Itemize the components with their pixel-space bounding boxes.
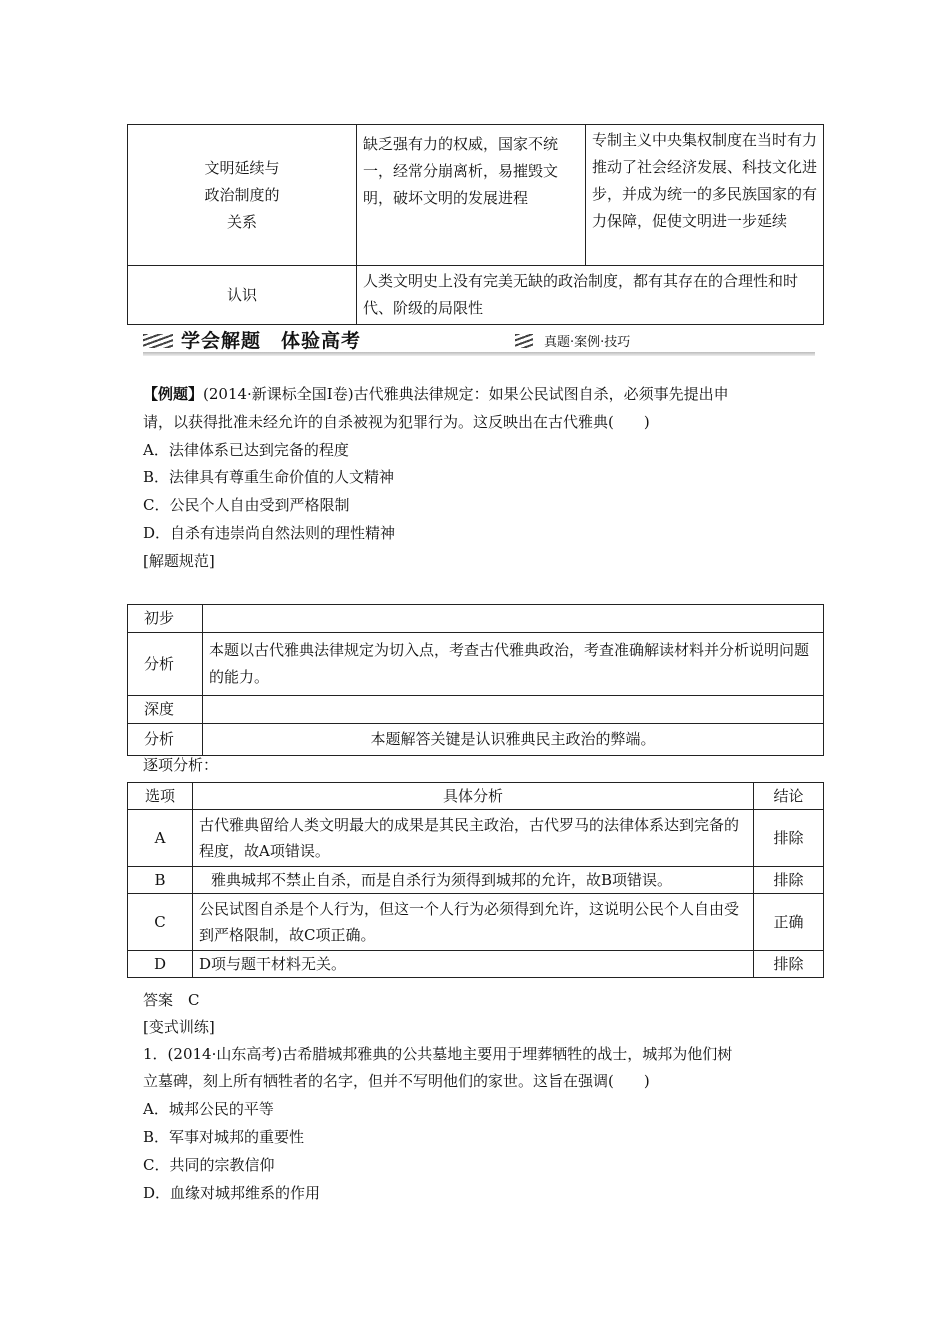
table-row — [128, 810, 824, 867]
table-row — [128, 696, 824, 724]
table-row — [128, 605, 824, 633]
column-header: 具体分析 — [193, 783, 754, 810]
table-row — [128, 951, 824, 978]
option-c: C．公民个人自由受到严格限制 — [143, 496, 350, 514]
analysis-table — [127, 604, 824, 756]
option-cell: C — [128, 894, 193, 951]
column-header: 选项 — [128, 783, 193, 810]
table-cell: 人类文明史上没有完美无缺的政治制度，都有其存在的合理性和时代、阶级的局限性 — [357, 266, 824, 325]
decorative-stripes-icon — [143, 334, 173, 348]
row-label: 认识 — [128, 266, 357, 325]
table-row — [128, 125, 824, 266]
row-label: 深度 — [128, 696, 203, 724]
option-cell: A — [128, 810, 193, 867]
table-header-row — [128, 783, 824, 810]
row-label: 分析 — [128, 633, 203, 696]
comparison-table — [127, 124, 824, 325]
row-label: 分析 — [128, 724, 203, 756]
option-b: B．法律具有尊重生命价值的人文精神 — [143, 468, 395, 486]
table-row — [128, 724, 824, 756]
answer-line: 答案 C — [143, 991, 200, 1009]
option-cell: D — [128, 951, 193, 978]
banner-underline — [143, 352, 815, 356]
variant-option-d: D．血缘对城邦维系的作用 — [143, 1184, 321, 1202]
section-banner — [143, 326, 815, 354]
variant-question-text: 1．(2014·山东高考)古希腊城邦雅典的公共墓地主要用于埋葬牺牲的战士，城邦为他们树 — [143, 1045, 733, 1063]
table-cell: 缺乏强有力的权威，国家不统一，经常分崩离析，易摧毁文明，破坏文明的发展进程 — [357, 125, 586, 266]
question-stem — [143, 384, 729, 404]
variant-heading: [变式训练] — [143, 1018, 215, 1036]
section-title: 学会解题 体验高考 — [181, 330, 362, 352]
analysis-cell: 雅典城邦不禁止自杀，而是自杀行为须得到城邦的允许，故B项错误。 — [193, 867, 754, 894]
guide-heading: [解题规范] — [143, 552, 215, 570]
example-tag: 【例题】 — [143, 385, 204, 403]
option-d: D．自杀有违崇尚自然法则的理性精神 — [143, 524, 396, 542]
table-cell: 本题解答关键是认识雅典民主政治的弊端。 — [203, 724, 824, 756]
section-subtitle: 真题·案例·技巧 — [544, 335, 631, 350]
table-row — [128, 867, 824, 894]
result-cell: 排除 — [754, 951, 824, 978]
variant-question-text: 立墓碑，刻上所有牺牲者的名字，但并不写明他们的家世。这旨在强调( ) — [143, 1072, 650, 1090]
analysis-cell: D项与题干材料无关。 — [193, 951, 754, 978]
analysis-cell: 古代雅典留给人类文明最大的成果是其民主政治，古代罗马的法律体系达到完备的程度，故A项错误。 — [193, 810, 754, 867]
table-cell: 专制主义中央集权制度在当时有力推动了社会经济发展、科技文化进步，并成为统一的多民族国家的有力保障，促使文明进一步延续 — [586, 125, 824, 266]
variant-option-c: C．共同的宗教信仰 — [143, 1156, 275, 1174]
table-cell — [203, 605, 824, 633]
table-cell — [203, 696, 824, 724]
result-cell: 排除 — [754, 867, 824, 894]
table-row — [128, 633, 824, 696]
table-row — [128, 894, 824, 951]
question-text: (2014·新课标全国Ⅰ卷)古代雅典法律规定：如果公民试图自杀，必须事先提出申 — [203, 385, 729, 403]
variant-option-a: A．城邦公民的平等 — [143, 1100, 274, 1118]
table-row — [128, 266, 824, 325]
item-analysis-table — [127, 782, 824, 978]
row-label: 初步 — [128, 605, 203, 633]
table-cell: 本题以古代雅典法律规定为切入点，考查古代雅典政治，考查准确解读材料并分析说明问题的能力。 — [203, 633, 824, 696]
option-cell: B — [128, 867, 193, 894]
analysis-cell: 公民试图自杀是个人行为，但这一个人行为必须得到允许，这说明公民个人自由受到严格限制，故C项正确。 — [193, 894, 754, 951]
decorative-stripes-icon — [515, 334, 533, 348]
result-cell: 排除 — [754, 810, 824, 867]
option-a: A．法律体系已达到完备的程度 — [143, 441, 349, 459]
question-text: 请，以获得批准未经允许的自杀被视为犯罪行为。这反映出在古代雅典( ) — [143, 413, 650, 431]
column-header: 结论 — [754, 783, 824, 810]
item-heading: 逐项分析： — [143, 756, 219, 774]
variant-option-b: B．军事对城邦的重要性 — [143, 1128, 305, 1146]
row-label: 文明延续与 政治制度的 关系 — [128, 125, 357, 266]
result-cell: 正确 — [754, 894, 824, 951]
